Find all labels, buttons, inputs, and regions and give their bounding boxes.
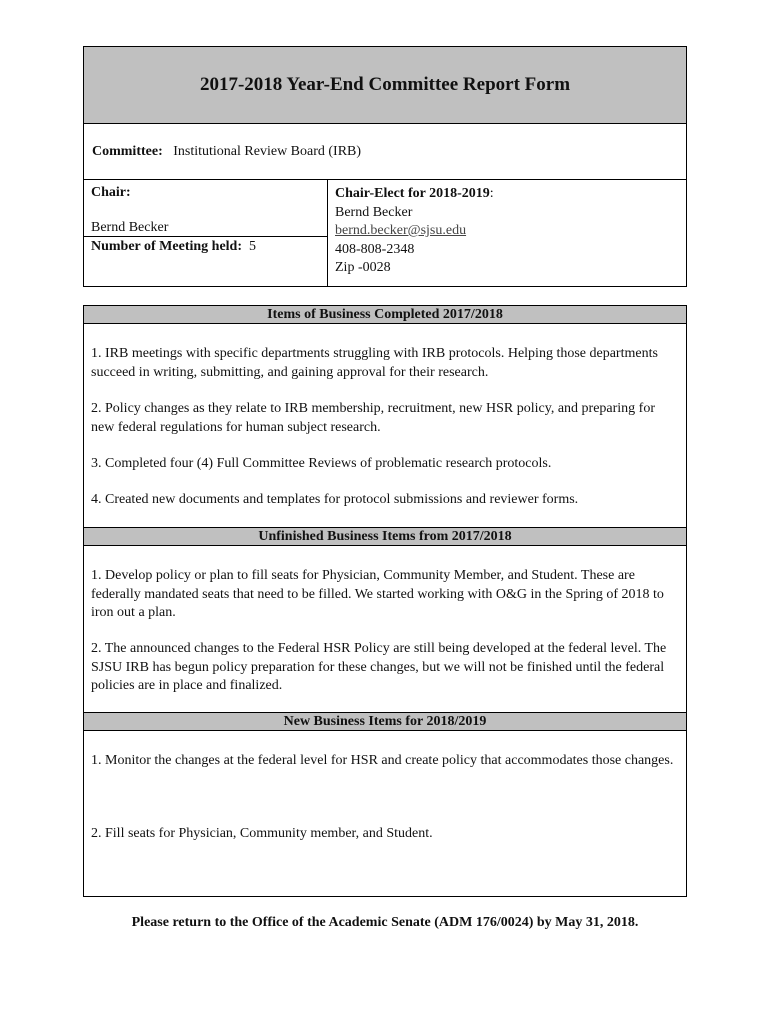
chair-elect-phone: 408-808-2348 <box>335 241 415 257</box>
new-business-item: 1. Monitor the changes at the federal level for HSR and create policy that accommodates those changes. <box>91 753 674 768</box>
chair-elect-name: Bernd Becker <box>335 204 413 220</box>
unfinished-item: 2. The announced changes to the Federal HSR Policy are still being developed at the federal level. The SJSU IRB has begun policy preparation for these changes, but we will not be finished until the federal policies are in place and finalized. <box>91 641 667 693</box>
committee-value: Institutional Review Board (IRB) <box>173 144 362 159</box>
new-business-heading: New Business Items for 2018/2019 <box>84 712 686 731</box>
chair-elect-email-link[interactable]: bernd.becker@sjsu.edu <box>335 223 467 238</box>
chair-elect-column <box>327 180 686 286</box>
chair-elect-zip: Zip -0028 <box>335 260 391 275</box>
completed-item: 2. Policy changes as they relate to IRB membership, recruitment, new HSR policy, and preparing for new federal regulations for human subject research. <box>91 401 655 435</box>
completed-item: 4. Created new documents and templates for protocol submissions and reviewer forms. <box>91 492 579 507</box>
chair-elect-label: Chair-Elect for 2018-2019: <box>335 186 494 201</box>
unfinished-heading: Unfinished Business Items from 2017/2018 <box>84 527 686 546</box>
completed-item: 3. Completed four (4) Full Committee Reviews of problematic research protocols. <box>91 456 552 471</box>
chair-column <box>84 180 328 286</box>
meetings-value: 5 <box>249 239 256 254</box>
completed-item: 1. IRB meetings with specific departments struggling with IRB protocols. Helping those departments succeed in writing, submitting, and gaining approval for their research. <box>91 346 658 380</box>
report-header <box>83 46 687 287</box>
committee-row: Committee: Institutional Review Board (IRB) <box>84 123 686 180</box>
return-instructions: Please return to the Office of the Academic Senate (ADM 176/0024) by May 31, 2018. <box>131 915 639 930</box>
meetings-held <box>91 239 256 255</box>
chair-label: Chair: <box>91 185 131 200</box>
chair-name: Bernd Becker <box>91 220 169 235</box>
unfinished-item: 1. Develop policy or plan to fill seats for Physician, Community Member, and Student. These are federally mandated seats that need to be filled. We started working with O&G in the Spring of 2018 to iron out a plan. <box>91 568 664 620</box>
completed-heading: Items of Business Completed 2017/2018 <box>84 305 686 324</box>
committee-label: Committee <box>92 144 159 159</box>
meetings-label: Number of Meeting held: <box>91 239 242 254</box>
form-title: 2017-2018 Year-End Committee Report Form <box>84 47 686 124</box>
new-business-item: 2. Fill seats for Physician, Community member, and Student. <box>91 826 433 841</box>
divider <box>84 236 327 237</box>
business-sections <box>83 305 687 897</box>
